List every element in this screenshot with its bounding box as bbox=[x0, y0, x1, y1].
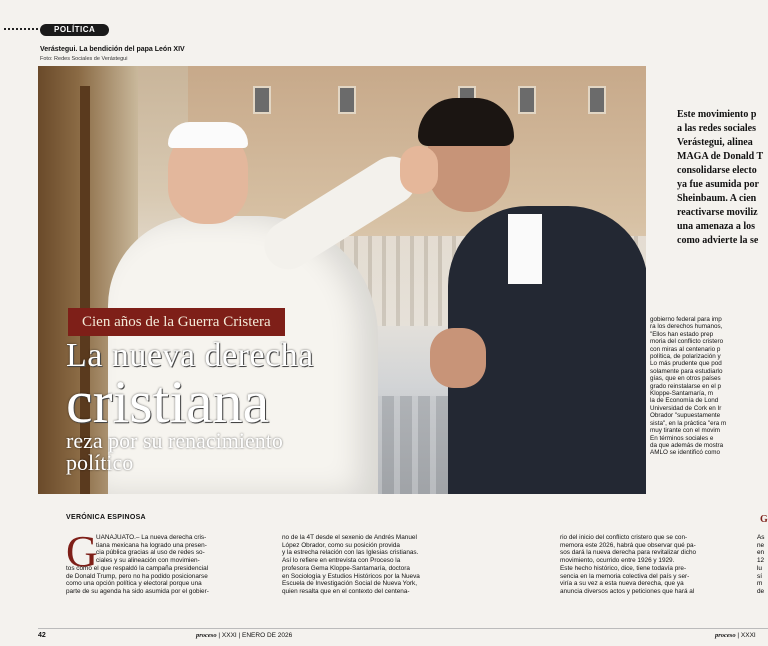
text-line: "Ellos han estado prep bbox=[650, 330, 714, 338]
text-line: moria del conflicto cristero bbox=[650, 338, 724, 346]
text-line: solamente para estudiarlo bbox=[650, 367, 723, 375]
issue-number: XXXI bbox=[740, 632, 756, 639]
text-line: de Donald Trump, pero no ha podido posicionarse bbox=[66, 572, 208, 580]
text-line: tiana mexicana ha logrado una presen- bbox=[96, 541, 207, 549]
text-line: 12 bbox=[757, 557, 765, 565]
lede-line: MAGA de Donald T bbox=[677, 151, 764, 162]
photo-window bbox=[253, 86, 271, 114]
body-column-2 bbox=[282, 534, 470, 596]
text-line: Lo más prudente que pod bbox=[650, 360, 722, 368]
text-line: Universidad de Cork en Ir bbox=[650, 404, 722, 412]
text-line: como una opción política y electoral porque una bbox=[66, 580, 202, 588]
magazine-name: proceso bbox=[196, 632, 217, 639]
text-line: anuncia diversos actos y peticiones que hará al bbox=[560, 587, 695, 595]
text-line: la de Economía de Lond bbox=[650, 397, 719, 405]
text-line: profesora Gema Kloppe-Santamaría, doctora bbox=[282, 564, 410, 572]
photo-blessing-hand bbox=[400, 146, 438, 194]
text-line: UANAJUATO.– La nueva derecha cris- bbox=[96, 534, 207, 541]
text-line: quien resalta que en el contexto del centena- bbox=[282, 587, 410, 595]
photo-window bbox=[588, 86, 606, 114]
magazine-name: proceso bbox=[715, 632, 736, 639]
text-line: m bbox=[757, 580, 763, 588]
text-line: AMLO se identificó como bbox=[650, 449, 720, 457]
section-tag: POLÍTICA bbox=[40, 24, 109, 36]
photo-window bbox=[518, 86, 536, 114]
text-line: grado reinstalarse en el p bbox=[650, 382, 722, 390]
text-line: da que además de mostra bbox=[650, 441, 724, 449]
lede-line: ya fue asumida por bbox=[677, 179, 759, 190]
issue-date: ENERO DE 2026 bbox=[242, 632, 293, 639]
text-line: política, de polarización y bbox=[650, 353, 721, 361]
text-line: sos dará la nueva derecha para revitalizar dicho bbox=[560, 549, 697, 557]
text-line: no de la 4T desde el sexenio de Andrés Manuel bbox=[282, 534, 417, 541]
lede-line: una amenaza a los bbox=[677, 221, 756, 232]
lede-line: Sheinbaum. A cien bbox=[677, 193, 757, 204]
lede-line: consolidarse electo bbox=[677, 165, 757, 176]
photo-praying-hands bbox=[430, 328, 486, 388]
text-line: tos como el que respaldó la campaña presidencial bbox=[66, 564, 209, 572]
text-line: sí bbox=[757, 572, 762, 580]
drop-cap: G bbox=[66, 527, 98, 576]
byline: VERÓNICA ESPINOSA bbox=[66, 514, 146, 521]
text-line: muy tirante con el movim bbox=[650, 427, 720, 435]
text-line: En términos sociales e bbox=[650, 434, 714, 442]
right-page-lede bbox=[677, 108, 768, 248]
text-line: de bbox=[757, 587, 765, 595]
text-line: ra los derechos humanos, bbox=[650, 323, 723, 331]
text-line: As bbox=[757, 534, 765, 541]
footer-folio: proceso | XXXI | ENERO DE 2026 bbox=[196, 632, 293, 639]
text-line: cia pública gracias al uso de redes so- bbox=[96, 549, 205, 557]
right-page-fragment bbox=[757, 534, 768, 596]
headline-line: reza por su renacimiento bbox=[66, 428, 283, 453]
text-line: gobierno federal para imp bbox=[650, 316, 722, 323]
body-column-1 bbox=[66, 527, 254, 596]
text-line: lu bbox=[757, 564, 762, 572]
right-page-column bbox=[650, 316, 768, 457]
photo-zucchetto bbox=[168, 122, 248, 148]
photo-caption-title: Verástegui. La bendición del papa León XIV bbox=[40, 46, 185, 53]
footer-rule bbox=[38, 628, 768, 629]
headline bbox=[66, 338, 314, 474]
text-line: Este hecho histórico, dice, tiene todavía pre- bbox=[560, 564, 687, 572]
kicker: Cien años de la Guerra Cristera bbox=[68, 308, 285, 336]
text-line: movimiento, ocurrido entre 1926 y 1929. bbox=[560, 557, 675, 565]
body-column-3 bbox=[560, 534, 748, 596]
lede-line: Este movimiento p bbox=[677, 109, 757, 120]
headline-line: cristiana bbox=[66, 369, 270, 435]
lede-line: como advierte la se bbox=[677, 235, 759, 246]
page-number: 42 bbox=[38, 632, 46, 639]
text-line: sista", en la práctica "era m bbox=[650, 419, 727, 427]
text-line: parte de su agenda ha sido asumida por el gobier- bbox=[66, 587, 209, 595]
text-line: Escuela de Investigación Social de Nueva York, bbox=[282, 580, 417, 588]
text-line: viría a su vez a esta nueva derecha, que ya bbox=[560, 580, 684, 588]
text-line: Así lo refiere en entrevista con Proceso la bbox=[282, 557, 401, 565]
lede-line: Verástegui, alinea bbox=[677, 137, 753, 148]
text-line: sencia en la memoria colectiva del país y ser- bbox=[560, 572, 690, 580]
text-line: en bbox=[757, 549, 765, 557]
headline-line: La nueva derecha bbox=[66, 337, 314, 374]
top-margin bbox=[0, 0, 768, 22]
text-line: memora este 2026, habrá que observar qué pa- bbox=[560, 541, 696, 549]
dotted-rule bbox=[4, 28, 38, 30]
text-line: en Sociología y Estudios Históricos por la Nueva bbox=[282, 572, 420, 580]
photo-credit: Foto: Redes Sociales de Verástegui bbox=[40, 56, 128, 62]
text-line: Kloppe-Santamaría, m bbox=[650, 390, 713, 398]
text-line: Obrador "supuestamente bbox=[650, 412, 721, 420]
text-line: y la estrecha relación con las Iglesias cristianas. bbox=[282, 549, 419, 557]
text-line: con miras al centenario p bbox=[650, 345, 721, 353]
lede-line: reactivarse moviliz bbox=[677, 207, 758, 218]
photo-window bbox=[338, 86, 356, 114]
text-line: López Obrador, como su posición provida bbox=[282, 541, 400, 549]
lede-line: a las redes sociales bbox=[677, 123, 756, 134]
text-line: rio del inicio del conflicto cristero que se con- bbox=[560, 534, 688, 541]
text-line: ne bbox=[757, 541, 765, 549]
photo-man-shirt bbox=[508, 214, 542, 284]
footer-folio-right: proceso | XXXI bbox=[715, 632, 756, 639]
issue-number: XXXI bbox=[221, 632, 237, 639]
right-page-heading-fragment: G bbox=[760, 514, 768, 525]
text-line: ciales y su alineación con movimien- bbox=[96, 557, 200, 565]
text-line: gías, que en otros países bbox=[650, 375, 721, 383]
headline-line: político bbox=[66, 450, 134, 475]
